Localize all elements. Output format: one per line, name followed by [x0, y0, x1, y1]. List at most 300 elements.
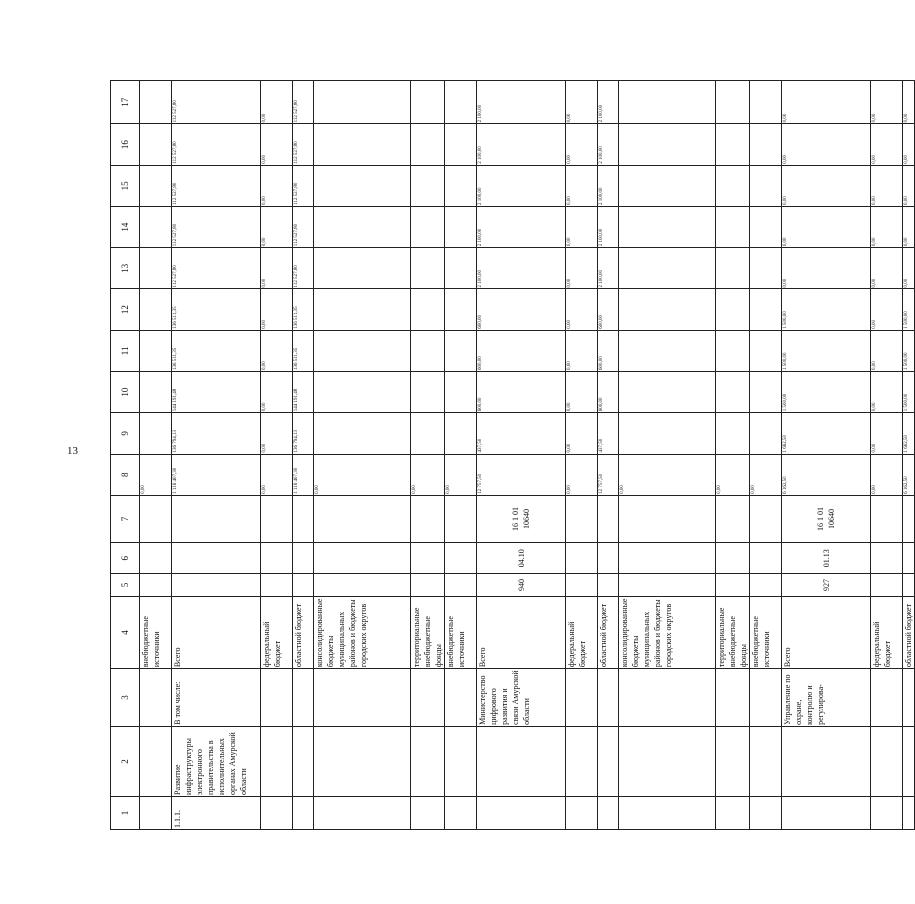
cell-c3	[261, 669, 293, 727]
cell-c16	[619, 124, 716, 165]
cell-c3	[566, 669, 598, 727]
cell-c10: 0,00	[871, 372, 903, 413]
cell-c11	[750, 330, 782, 371]
cell-c8: 1 116 407,30	[293, 454, 314, 495]
cell-c14	[750, 206, 782, 247]
cell-c3: Управление по охране, контролю и регулирова-	[782, 669, 871, 727]
cell-c6	[411, 543, 445, 574]
cell-c8: 0,00	[716, 454, 750, 495]
cell-c13: 112 527,80	[172, 248, 261, 289]
cell-c8: 0,00	[261, 454, 293, 495]
column-number-cell: 13	[111, 248, 140, 289]
cell-c1	[477, 797, 566, 830]
cell-c12: 0,00	[566, 289, 598, 330]
cell-c9: 136 794,13	[172, 413, 261, 454]
cell-c17: 112 527,80	[293, 81, 314, 124]
cell-c11: 0,00	[566, 330, 598, 371]
table-row	[140, 81, 172, 830]
cell-c7	[750, 495, 782, 542]
cell-c6	[261, 543, 293, 574]
cell-c14: 2 100,00	[477, 206, 566, 247]
cell-c5	[750, 574, 782, 597]
cell-c13: 2 100,00	[598, 248, 619, 289]
cell-c15: 2 100,00	[598, 165, 619, 206]
table-row	[293, 81, 314, 830]
cell-c3	[716, 669, 750, 727]
cell-c4: консолидированные бюджеты муниципальных районов и бюджеты городских округов	[314, 596, 411, 668]
cell-c3: Министерство цифрового развития и связи Амурской области	[477, 669, 566, 727]
cell-c12: 136 511,35	[293, 289, 314, 330]
cell-c1	[261, 797, 293, 830]
cell-c11	[140, 330, 172, 371]
cell-c8: 0,00	[750, 454, 782, 495]
cell-c2	[750, 726, 782, 796]
cell-c3	[411, 669, 445, 727]
cell-c5	[871, 574, 903, 597]
cell-c9: 437,50	[477, 413, 566, 454]
cell-c8: 0,00	[411, 454, 445, 495]
cell-c6	[750, 543, 782, 574]
cell-c11	[445, 330, 477, 371]
cell-c14	[140, 206, 172, 247]
cell-c4: областной бюджет	[598, 596, 619, 668]
cell-c15: 0,00	[871, 165, 903, 206]
cell-c16: 0,00	[903, 124, 915, 165]
cell-c17: 0,00	[871, 81, 903, 124]
cell-c11: 136 511,35	[172, 330, 261, 371]
cell-c5	[293, 574, 314, 597]
cell-c15: 0,00	[261, 165, 293, 206]
cell-c17: 2 100,00	[477, 81, 566, 124]
cell-c9	[716, 413, 750, 454]
cell-c12	[314, 289, 411, 330]
cell-c9: 1 662,50	[782, 413, 871, 454]
table-row	[619, 81, 716, 830]
cell-c2	[445, 726, 477, 796]
cell-c6	[619, 543, 716, 574]
cell-c15: 2 100,00	[477, 165, 566, 206]
cell-c14	[445, 206, 477, 247]
cell-c13	[750, 248, 782, 289]
cell-c13	[314, 248, 411, 289]
cell-c10: 0,00	[566, 372, 598, 413]
cell-c16: 0,00	[782, 124, 871, 165]
cell-c10	[619, 372, 716, 413]
cell-c1	[598, 797, 619, 830]
cell-c6	[140, 543, 172, 574]
cell-c10	[140, 372, 172, 413]
cell-c3	[293, 669, 314, 727]
cell-c4: территориальные внебюджетные фонды	[411, 596, 445, 668]
cell-c5: 940	[477, 574, 566, 597]
cell-c4: Всего	[477, 596, 566, 668]
column-number-cell: 9	[111, 413, 140, 454]
cell-c10: 1 500,00	[782, 372, 871, 413]
cell-c5	[411, 574, 445, 597]
cell-c15: 0,00	[903, 165, 915, 206]
cell-c8: 1 116 407,30	[172, 454, 261, 495]
cell-c10: 1 500,00	[903, 372, 915, 413]
cell-c12	[445, 289, 477, 330]
cell-c11: 136 511,35	[293, 330, 314, 371]
cell-c17	[140, 81, 172, 124]
table-row	[411, 81, 445, 830]
cell-c11	[619, 330, 716, 371]
cell-c13: 0,00	[566, 248, 598, 289]
table-row	[782, 81, 871, 830]
cell-c10	[445, 372, 477, 413]
table-row	[566, 81, 598, 830]
cell-c1	[716, 797, 750, 830]
table-row	[172, 81, 261, 830]
cell-c16: 112 527,80	[293, 124, 314, 165]
cell-c7	[566, 495, 598, 542]
column-number-cell: 15	[111, 165, 140, 206]
cell-c16: 0,00	[871, 124, 903, 165]
cell-c17	[314, 81, 411, 124]
cell-c12	[716, 289, 750, 330]
table-body	[111, 81, 915, 830]
cell-c12: 1 500,00	[903, 289, 915, 330]
cell-c13: 2 100,00	[477, 248, 566, 289]
cell-c11: 0,00	[871, 330, 903, 371]
cell-c5	[716, 574, 750, 597]
column-number-cell: 14	[111, 206, 140, 247]
cell-c4: федеральный бюджет	[566, 596, 598, 668]
cell-c7	[716, 495, 750, 542]
cell-c10	[411, 372, 445, 413]
cell-c17	[716, 81, 750, 124]
cell-c6	[172, 543, 261, 574]
cell-c16: 112 527,80	[172, 124, 261, 165]
cell-c15	[411, 165, 445, 206]
table-row	[314, 81, 411, 830]
cell-c2	[782, 726, 871, 796]
cell-c13: 0,00	[903, 248, 915, 289]
cell-c12: 0,00	[871, 289, 903, 330]
cell-c11: 600,00	[477, 330, 566, 371]
cell-c2	[140, 726, 172, 796]
cell-c2: Развитие инфраструктуры электронного правительства в исполнительных органах Амурской области	[172, 726, 261, 796]
cell-c4: федеральный бюджет	[261, 596, 293, 668]
table-row	[871, 81, 903, 830]
cell-c14: 0,00	[903, 206, 915, 247]
cell-c15	[750, 165, 782, 206]
cell-c2	[314, 726, 411, 796]
cell-c13	[411, 248, 445, 289]
cell-c16: 2 100,00	[477, 124, 566, 165]
cell-c8: 6 162,50	[903, 454, 915, 495]
cell-c14	[716, 206, 750, 247]
table-row	[261, 81, 293, 830]
cell-c14	[314, 206, 411, 247]
cell-c1	[140, 797, 172, 830]
table-row	[750, 81, 782, 830]
table-row	[716, 81, 750, 830]
cell-c14: 0,00	[871, 206, 903, 247]
cell-c14: 0,00	[782, 206, 871, 247]
cell-c1	[782, 797, 871, 830]
cell-c16	[314, 124, 411, 165]
cell-c2	[293, 726, 314, 796]
cell-c9	[619, 413, 716, 454]
cell-c9: 0,00	[871, 413, 903, 454]
cell-c16	[750, 124, 782, 165]
cell-c7	[445, 495, 477, 542]
cell-c7	[314, 495, 411, 542]
cell-c17: 2 100,00	[598, 81, 619, 124]
cell-c1	[871, 797, 903, 830]
cell-c3	[140, 669, 172, 727]
cell-c9	[750, 413, 782, 454]
column-number-cell: 3	[111, 669, 140, 727]
cell-c8: 0,00	[314, 454, 411, 495]
cell-c7	[411, 495, 445, 542]
cell-c1	[750, 797, 782, 830]
cell-c5	[140, 574, 172, 597]
cell-c8: 0,00	[566, 454, 598, 495]
cell-c17	[750, 81, 782, 124]
cell-c15	[716, 165, 750, 206]
cell-c8: 12 757,50	[477, 454, 566, 495]
cell-c17: 0,00	[566, 81, 598, 124]
cell-c6	[903, 543, 915, 574]
column-number-cell: 12	[111, 289, 140, 330]
cell-c15	[619, 165, 716, 206]
cell-c4: внебюджетные источники	[445, 596, 477, 668]
column-number-cell: 7	[111, 495, 140, 542]
rotated-table-container	[110, 80, 913, 830]
cell-c9: 0,00	[261, 413, 293, 454]
cell-c13	[716, 248, 750, 289]
column-number-cell: 8	[111, 454, 140, 495]
column-number-cell: 6	[111, 543, 140, 574]
cell-c7	[871, 495, 903, 542]
column-number-cell: 16	[111, 124, 140, 165]
cell-c6	[445, 543, 477, 574]
cell-c4: Всего	[782, 596, 871, 668]
cell-c4: областной бюджет	[903, 596, 915, 668]
cell-c2	[566, 726, 598, 796]
cell-c3	[903, 669, 915, 727]
column-number-cell: 4	[111, 596, 140, 668]
cell-c6	[871, 543, 903, 574]
cell-c6	[314, 543, 411, 574]
cell-c12	[750, 289, 782, 330]
column-number-cell: 5	[111, 574, 140, 597]
budget-table	[110, 80, 915, 830]
cell-c5	[314, 574, 411, 597]
cell-c10: 0,00	[261, 372, 293, 413]
cell-c12: 1 500,00	[782, 289, 871, 330]
cell-c3	[598, 669, 619, 727]
cell-c4: внебюджетные источники	[750, 596, 782, 668]
cell-c9	[140, 413, 172, 454]
cell-c9: 1 662,50	[903, 413, 915, 454]
cell-c8: 0,00	[619, 454, 716, 495]
cell-c9: 136 794,13	[293, 413, 314, 454]
cell-c5	[903, 574, 915, 597]
cell-c15: 0,00	[566, 165, 598, 206]
cell-c2	[871, 726, 903, 796]
cell-c17	[445, 81, 477, 124]
cell-c7	[598, 495, 619, 542]
cell-c17	[411, 81, 445, 124]
cell-c14: 0,00	[261, 206, 293, 247]
cell-c7	[140, 495, 172, 542]
cell-c16: 0,00	[566, 124, 598, 165]
cell-c10	[750, 372, 782, 413]
cell-c13: 0,00	[261, 248, 293, 289]
cell-c1	[411, 797, 445, 830]
cell-c14: 112 527,80	[293, 206, 314, 247]
cell-c12	[411, 289, 445, 330]
cell-c6: 04.10	[477, 543, 566, 574]
cell-c13	[445, 248, 477, 289]
cell-c3	[750, 669, 782, 727]
cell-c1	[314, 797, 411, 830]
cell-c6: 01.13	[782, 543, 871, 574]
cell-c7: 16 1 01 10640	[477, 495, 566, 542]
cell-c8: 0,00	[140, 454, 172, 495]
column-number-cell: 2	[111, 726, 140, 796]
column-number-cell: 1	[111, 797, 140, 830]
cell-c1	[903, 797, 915, 830]
cell-c7: 16 1 01 10640	[782, 495, 871, 542]
cell-c13: 112 527,80	[293, 248, 314, 289]
cell-c4: областной бюджет	[293, 596, 314, 668]
cell-c15	[140, 165, 172, 206]
cell-c15	[445, 165, 477, 206]
cell-c17: 112 527,80	[172, 81, 261, 124]
cell-c5	[598, 574, 619, 597]
cell-c2	[477, 726, 566, 796]
cell-c7	[619, 495, 716, 542]
cell-c5	[172, 574, 261, 597]
cell-c12: 0,00	[261, 289, 293, 330]
cell-c1	[619, 797, 716, 830]
cell-c11	[716, 330, 750, 371]
cell-c3	[871, 669, 903, 727]
cell-c12	[619, 289, 716, 330]
cell-c12	[140, 289, 172, 330]
cell-c7	[293, 495, 314, 542]
cell-c5	[619, 574, 716, 597]
cell-c17: 0,00	[903, 81, 915, 124]
cell-c13	[140, 248, 172, 289]
cell-c11	[411, 330, 445, 371]
cell-c5	[445, 574, 477, 597]
cell-c9	[314, 413, 411, 454]
cell-c14: 0,00	[566, 206, 598, 247]
cell-c7	[172, 495, 261, 542]
cell-c3	[314, 669, 411, 727]
cell-c11: 1 500,00	[782, 330, 871, 371]
cell-c16	[140, 124, 172, 165]
table-row	[445, 81, 477, 830]
cell-c4: Всего	[172, 596, 261, 668]
cell-c11: 600,00	[598, 330, 619, 371]
cell-c17: 0,00	[261, 81, 293, 124]
cell-c15: 112 527,80	[172, 165, 261, 206]
cell-c3: В том числе:	[172, 669, 261, 727]
cell-c6	[293, 543, 314, 574]
cell-c10: 144 191,48	[172, 372, 261, 413]
cell-c2	[716, 726, 750, 796]
cell-c16	[716, 124, 750, 165]
table-row	[598, 81, 619, 830]
cell-c16	[445, 124, 477, 165]
cell-c14: 112 527,80	[172, 206, 261, 247]
cell-c1	[293, 797, 314, 830]
cell-c11	[314, 330, 411, 371]
cell-c6	[598, 543, 619, 574]
cell-c10: 144 191,48	[293, 372, 314, 413]
cell-c6	[566, 543, 598, 574]
cell-c1	[445, 797, 477, 830]
cell-c2	[598, 726, 619, 796]
column-number-row	[111, 81, 140, 830]
cell-c13: 0,00	[782, 248, 871, 289]
cell-c8: 6 162,50	[782, 454, 871, 495]
cell-c4: внебюджетные источники	[140, 596, 172, 668]
cell-c10	[716, 372, 750, 413]
cell-c10: 600,00	[477, 372, 566, 413]
cell-c11: 1 500,00	[903, 330, 915, 371]
page-number: 13	[67, 445, 78, 457]
cell-c3	[619, 669, 716, 727]
cell-c9: 437,50	[598, 413, 619, 454]
cell-c2	[261, 726, 293, 796]
cell-c12: 136 511,35	[172, 289, 261, 330]
cell-c4: федеральный бюджет	[871, 596, 903, 668]
cell-c8: 12 757,50	[598, 454, 619, 495]
cell-c12: 600,00	[598, 289, 619, 330]
cell-c7	[903, 495, 915, 542]
cell-c1	[566, 797, 598, 830]
cell-c11: 0,00	[261, 330, 293, 371]
cell-c3	[445, 669, 477, 727]
cell-c5	[566, 574, 598, 597]
cell-c2	[903, 726, 915, 796]
cell-c5	[261, 574, 293, 597]
table-row	[903, 81, 915, 830]
cell-c6	[716, 543, 750, 574]
cell-c14: 2 100,00	[598, 206, 619, 247]
cell-c8: 0,00	[445, 454, 477, 495]
cell-c16	[411, 124, 445, 165]
cell-c9: 0,00	[566, 413, 598, 454]
cell-c15: 112 527,80	[293, 165, 314, 206]
cell-c2	[619, 726, 716, 796]
column-number-cell: 17	[111, 81, 140, 124]
cell-c1: 1.1.1.	[172, 797, 261, 830]
cell-c8: 0,00	[871, 454, 903, 495]
cell-c17	[619, 81, 716, 124]
cell-c4: консолидированные бюджеты муниципальных районов и бюджеты городских округов	[619, 596, 716, 668]
cell-c10	[314, 372, 411, 413]
cell-c2	[411, 726, 445, 796]
cell-c9	[411, 413, 445, 454]
cell-c13	[619, 248, 716, 289]
cell-c17: 0,00	[782, 81, 871, 124]
cell-c4: территориальные внебюджетные фонды	[716, 596, 750, 668]
cell-c13: 0,00	[871, 248, 903, 289]
cell-c14	[411, 206, 445, 247]
cell-c7	[261, 495, 293, 542]
cell-c5: 927	[782, 574, 871, 597]
cell-c16: 0,00	[261, 124, 293, 165]
